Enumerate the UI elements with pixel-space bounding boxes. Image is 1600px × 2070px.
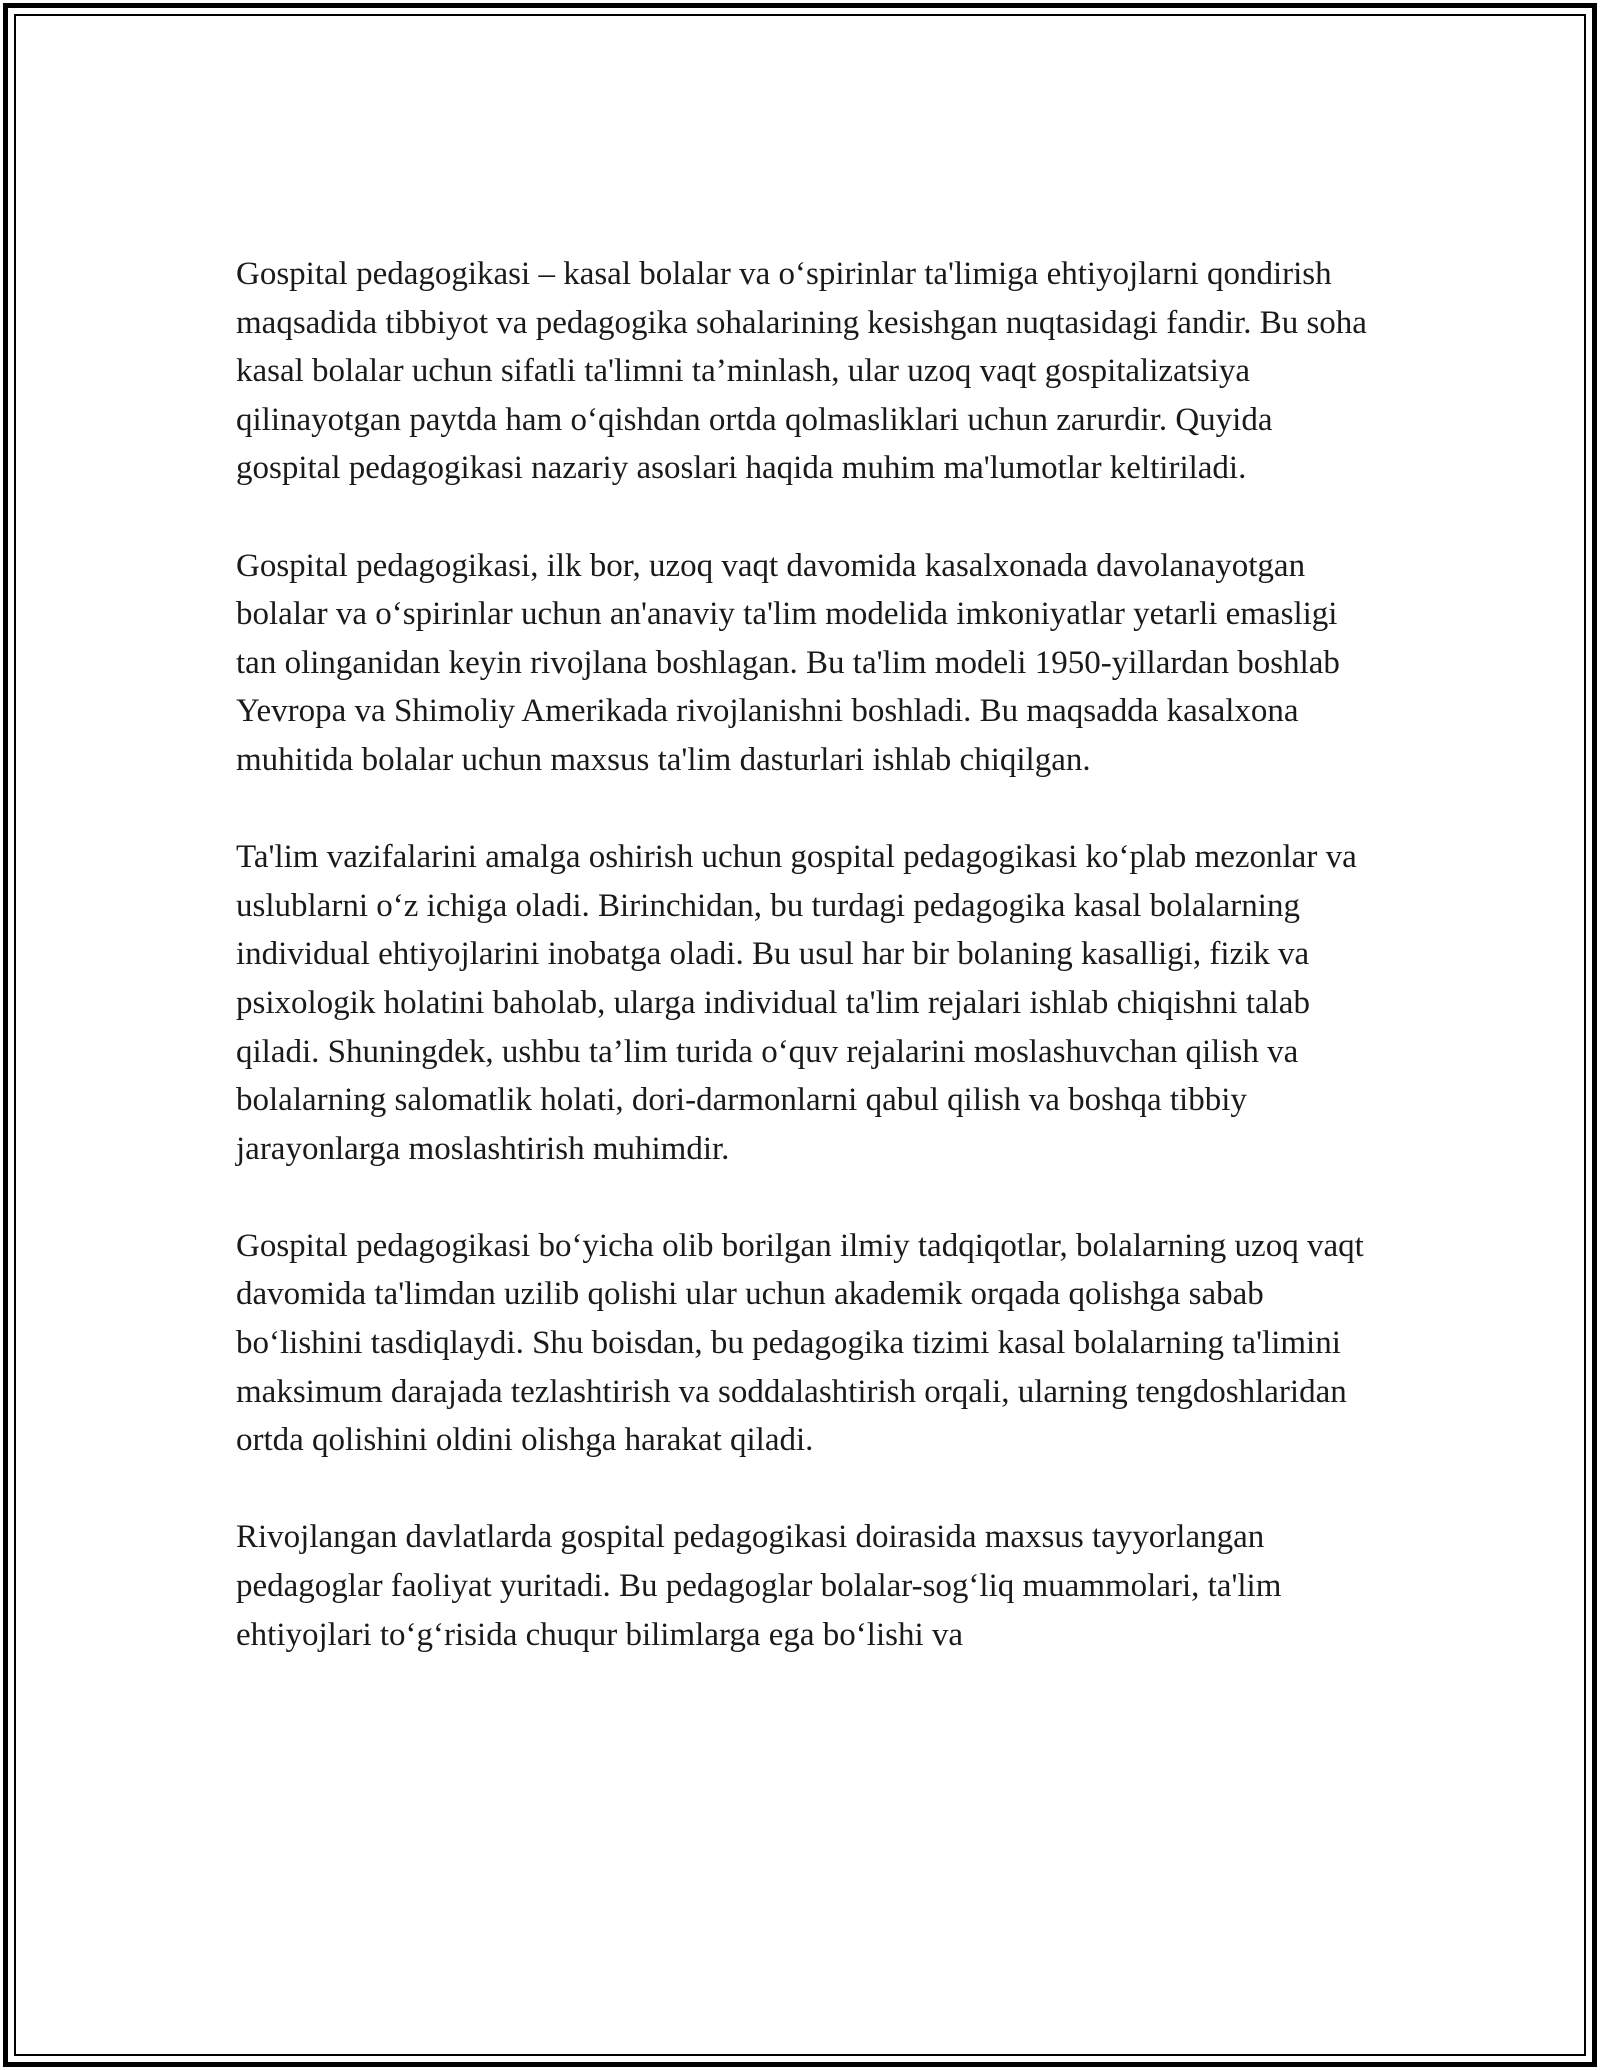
paragraph-2: Gospital pedagogikasi, ilk bor, uzoq vaqt davomida kasalxonada davolanayotgan bolalar va o‘spirinlar uchun an'anaviy ta'lim modelida imkoniyatlar yetarli emasligi tan olinganidan keyin rivojlana boshlagan. Bu ta'lim modeli 1950-yillardan boshlab Yevropa va Shimoliy Amerikada rivojlanishni boshladi. Bu maqsadda kasalxona muhitida bolalar uchun maxsus ta'lim dasturlari ishlab chiqilgan.: [236, 547, 1340, 778]
document-body: [236, 250, 1376, 1708]
paragraph-3: Ta'lim vazifalarini amalga oshirish uchun gospital pedagogikasi ko‘plab mezonlar va uslublarni o‘z ichiga oladi. Birinchidan, bu turdagi pedagogika kasal bolalarning individual ehtiyojlarini inobatga oladi. Bu usul har bir bolaning kasalligi, fizik va psixologik holatini baholab, ularga individual ta'lim rejalari ishlab chiqishni talab qiladi. Shuningdek, ushbu ta’lim turida o‘quv rejalarini moslashuvchan qilish va bolalarning salomatlik holati, dori-darmonlarni qabul qilish va boshqa tibbiy jarayonlarga moslashtirish muhimdir.: [236, 839, 1357, 1167]
paragraph-5: Rivojlangan davlatlarda gospital pedagogikasi doirasida maxsus tayyorlangan pedagoglar faoliyat yuritadi. Bu pedagoglar bolalar-sog‘liq muammolari, ta'lim ehtiyojlari to‘g‘risida chuqur bilimlarga ega bo‘lishi va: [236, 1519, 1282, 1653]
paragraph-4: Gospital pedagogikasi bo‘yicha olib borilgan ilmiy tadqiqotlar, bolalarning uzoq vaqt davomida ta'limdan uzilib qolishi ular uchun akademik orqada qolishga sabab bo‘lishini tasdiqlaydi. Shu boisdan, bu pedagogika tizimi kasal bolalarning ta'limini maksimum darajada tezlashtirish va soddalashtirish orqali, ularning tengdoshlaridan ortda qolishini oldini olishga harakat qiladi.: [236, 1227, 1364, 1459]
paragraph-1: Gospital pedagogikasi – kasal bolalar va o‘spirinlar ta'limiga ehtiyojlarni qondirish maqsadida tibbiyot va pedagogika sohalarining kesishgan nuqtasidagi fandir. Bu soha kasal bolalar uchun sifatli ta'limni ta’minlash, ular uzoq vaqt gospitalizatsiya qilinayotgan paytda ham o‘qishdan ortda qolmasliklari uchun zarurdir. Quyida gospital pedagogikasi nazariy asoslari haqida muhim ma'lumotlar keltiriladi.: [236, 256, 1367, 487]
